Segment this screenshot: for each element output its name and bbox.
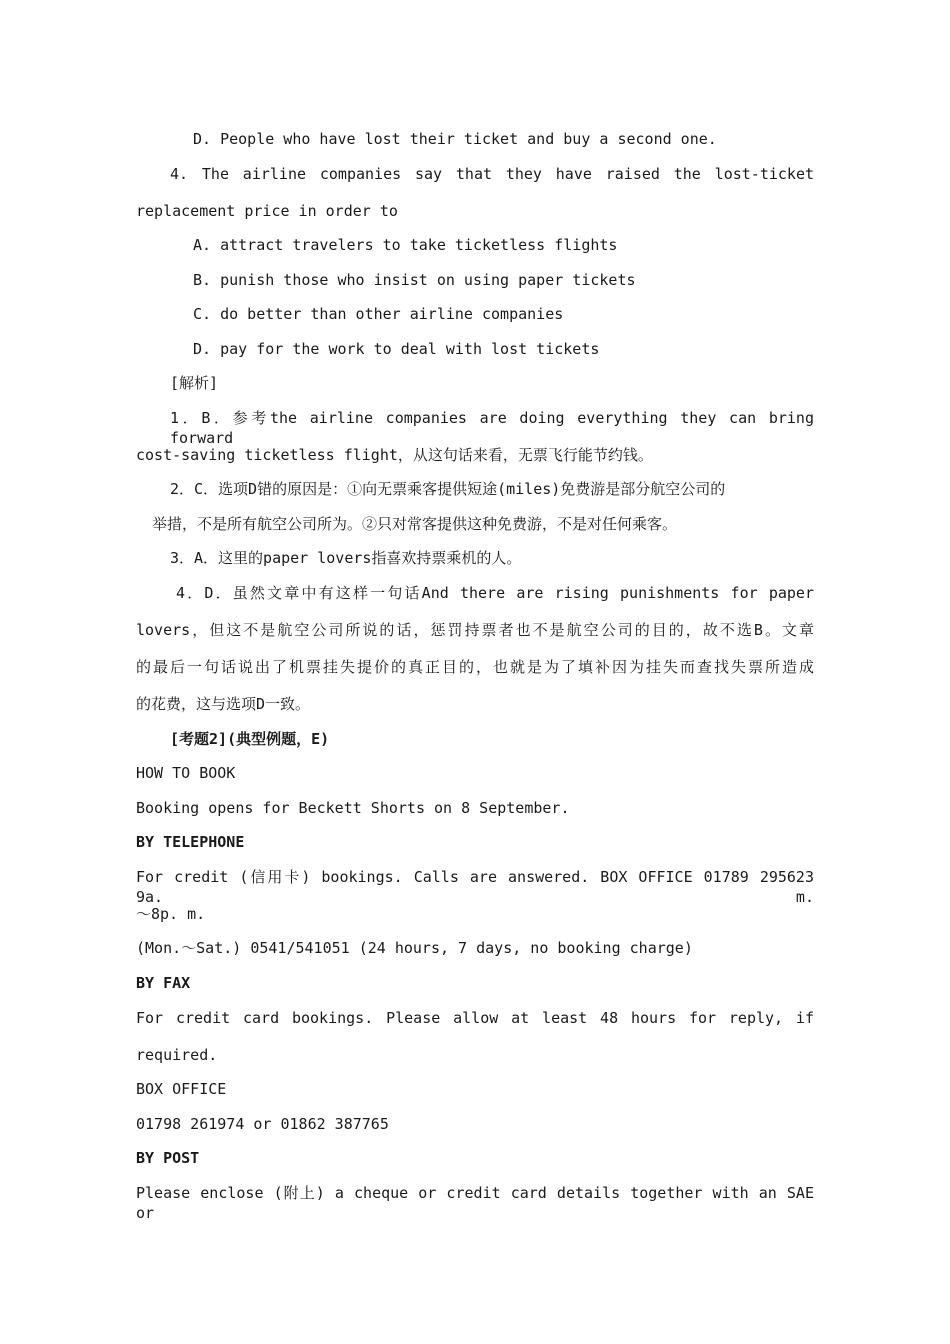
analysis-4-line4: 的花费，这与选项D一致。 [136,695,311,713]
q4-option-b: B. punish those who insist on using paper tickets [193,271,636,289]
q4-option-c: C. do better than other airline companies [193,305,564,323]
analysis-heading: [解析] [170,374,219,392]
topic2-heading: [考题2](典型例题，E) [170,730,330,748]
analysis-2-line1: 2．C．选项D错的原因是：①向无票乘客提供短途(miles)免费游是部分航空公司的 [170,480,726,498]
analysis-4-line2: lovers，但这不是航空公司所说的话，惩罚持票者也不是航空公司的目的，故不选B。文章 [136,621,814,639]
q4-option-a: A. attract travelers to take ticketless flights [193,236,618,254]
telephone-line1: For credit (信用卡) bookings. Calls are answered. BOX OFFICE 01789 295623 9a. m. [136,868,814,906]
booking-title: HOW TO BOOK [136,764,236,782]
analysis-1-line2: cost-saving ticketless flight，从这句话来看，无票飞行能节约钱。 [136,446,653,464]
post-heading: BY POST [136,1149,200,1167]
post-line1: Please enclose (附上) a cheque or credit card details together with an SAE or [136,1184,814,1222]
analysis-4-line3: 的最后一句话说出了机票挂失提价的真正目的，也就是为了填补因为挂失而查找失票所造成 [136,658,814,676]
fax-heading: BY FAX [136,974,191,992]
booking-intro: Booking opens for Beckett Shorts on 8 September. [136,799,570,817]
telephone-line2: ～8p. m. [136,905,206,923]
q3-option-d: D. People who have lost their ticket and buy a second one. [193,130,717,148]
telephone-heading: BY TELEPHONE [136,833,245,851]
q4-stem-line2: replacement price in order to [136,202,398,220]
fax-box-office: BOX OFFICE [136,1080,227,1098]
telephone-line3: (Mon.～Sat.) 0541/541051 (24 hours, 7 days, no booking charge) [136,939,693,957]
analysis-3: 3．A．这里的paper lovers指喜欢持票乘机的人。 [170,549,522,567]
q4-stem-line1: 4. The airline companies say that they have raised the lost-ticket [170,165,814,183]
fax-line2: required. [136,1046,218,1064]
analysis-1-line1: 1．B．参考the airline companies are doing everything they can bring forward [170,409,814,447]
analysis-2-line2: 举措，不是所有航空公司所为。②只对常客提供这种免费游，不是对任何乘客。 [152,515,678,533]
q4-option-d: D. pay for the work to deal with lost tickets [193,340,600,358]
fax-numbers: 01798 261974 or 01862 387765 [136,1115,389,1133]
fax-line1: For credit card bookings. Please allow at least 48 hours for reply, if [136,1009,814,1027]
analysis-4-line1: 4．D．虽然文章中有这样一句话And there are rising punishments for paper [176,584,814,602]
